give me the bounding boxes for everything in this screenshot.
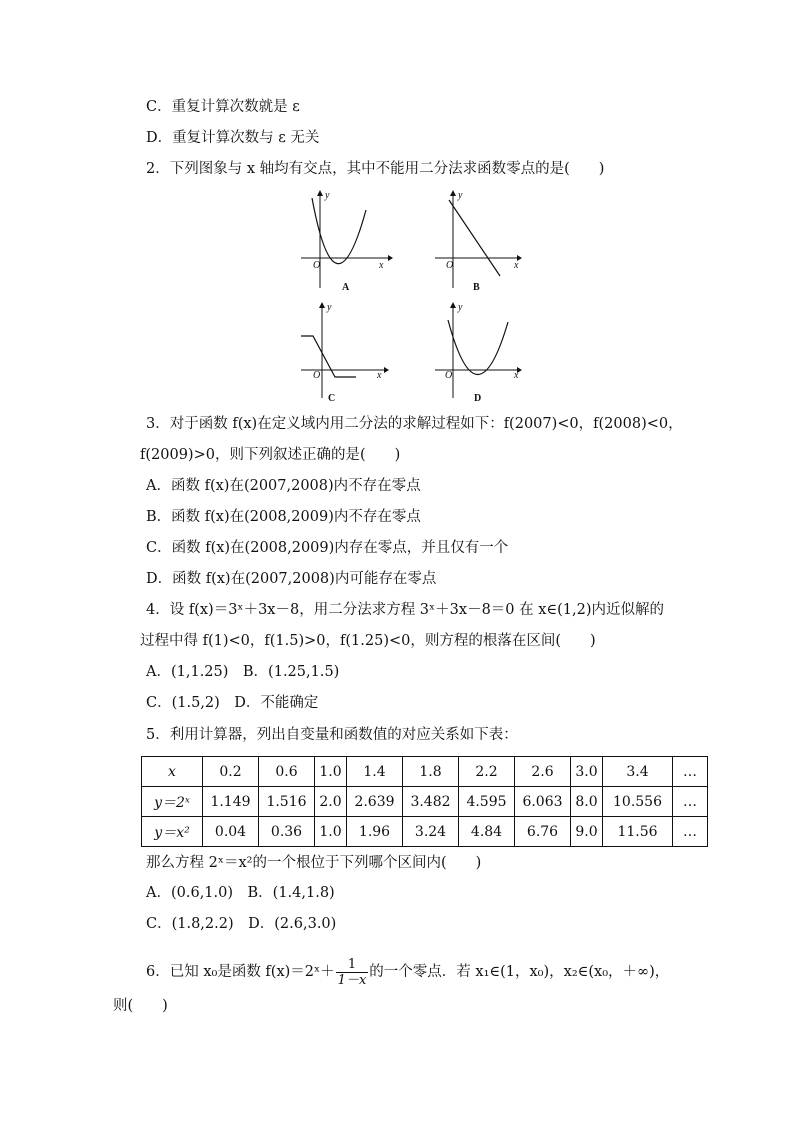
- graph-c-x-label: x: [377, 370, 382, 381]
- q6-stem-pre: 6．已知 x₀是函数 f(x)＝2ˣ＋: [146, 964, 335, 980]
- table-row-header-cell: y＝x²: [142, 817, 203, 847]
- q4-stem-line2: 过程中得 f(1)<0，f(1.5)>0，f(1.25)<0，则方程的根落在区间( ): [140, 633, 596, 649]
- graph-b: [432, 188, 532, 298]
- table-cell: 2.0: [315, 787, 347, 817]
- table-cell: 3.24: [403, 817, 459, 847]
- table-cell: 1.0: [315, 757, 347, 787]
- q6-fraction-denominator: 1－x: [337, 972, 367, 988]
- table-cell: 0.2: [203, 757, 259, 787]
- q6-stem-line2: 则( ): [113, 998, 168, 1014]
- q6-stem-post: 的一个零点．若 x₁∈(1，x₀)，x₂∈(x₀，＋∞)，: [369, 964, 670, 980]
- q3-option-d: D．函数 f(x)在(2007,2008)内可能存在零点: [146, 571, 437, 587]
- q1-option-d: D．重复计算次数与 ε 无关: [146, 130, 320, 146]
- q4-options-row1: A．(1,1.25) B．(1.25,1.5): [146, 664, 340, 680]
- graph-d: [432, 298, 532, 408]
- graph-d-label: D: [474, 393, 482, 404]
- table-cell: 9.0: [571, 817, 603, 847]
- table-cell: 0.36: [259, 817, 315, 847]
- q5-question: 那么方程 2ˣ＝x²的一个根位于下列哪个区间内( ): [146, 855, 482, 871]
- graph-a-x-label: x: [379, 260, 384, 271]
- table-cell: 1.4: [347, 757, 403, 787]
- table-cell: …: [673, 757, 708, 787]
- table-row: [142, 817, 708, 847]
- graph-a-label: A: [342, 282, 350, 293]
- graph-a: [298, 188, 398, 298]
- graph-d-origin: O: [445, 370, 453, 381]
- graph-a-y-label: y: [325, 190, 330, 201]
- table-row-header-cell: y＝2ˣ: [142, 787, 203, 817]
- table-cell: …: [673, 817, 708, 847]
- table-cell: 1.516: [259, 787, 315, 817]
- q1-option-c: C．重复计算次数就是 ε: [146, 99, 300, 115]
- q4-options-row2: C．(1.5,2) D．不能确定: [146, 695, 319, 711]
- q6-fraction-numerator: 1: [336, 957, 369, 973]
- graph-b-label: B: [473, 282, 480, 293]
- table-cell: 1.149: [203, 787, 259, 817]
- graph-a-origin: O: [313, 260, 321, 271]
- table-row-header-cell: x: [142, 757, 203, 787]
- table-cell: 8.0: [571, 787, 603, 817]
- q3-stem-line2: f(2009)>0，则下列叙述正确的是( ): [140, 447, 401, 463]
- table-cell: 0.04: [203, 817, 259, 847]
- table-cell: 3.0: [571, 757, 603, 787]
- graph-c-origin: O: [313, 370, 321, 381]
- table-cell: 2.2: [459, 757, 515, 787]
- graph-c-y-label: y: [327, 302, 332, 313]
- q6-stem-line1: [146, 955, 669, 989]
- table-cell: 3.4: [603, 757, 673, 787]
- table-row: [142, 787, 708, 817]
- graph-b-origin: O: [446, 260, 454, 271]
- table-cell: 1.96: [347, 817, 403, 847]
- table-cell: 2.6: [515, 757, 571, 787]
- table-cell: 1.0: [315, 817, 347, 847]
- graph-b-y-label: y: [458, 190, 463, 201]
- q5-options-row2: C．(1.8,2.2) D．(2.6,3.0): [146, 916, 337, 932]
- table-cell: 4.595: [459, 787, 515, 817]
- q5-options-row1: A．(0.6,1.0) B．(1.4,1.8): [146, 885, 335, 901]
- q5-value-table: [141, 756, 708, 847]
- graph-c: [298, 298, 398, 408]
- graph-c-label: C: [328, 393, 336, 404]
- table-cell: 10.556: [603, 787, 673, 817]
- q5-stem: 5．利用计算器，列出自变量和函数值的对应关系如下表：: [146, 727, 518, 743]
- q3-stem-line1: 3．对于函数 f(x)在定义域内用二分法的求解过程如下：f(2007)<0，f(2008)<0，: [146, 416, 683, 432]
- table-cell: 2.639: [347, 787, 403, 817]
- table-cell: 0.6: [259, 757, 315, 787]
- table-cell: 6.063: [515, 787, 571, 817]
- q3-option-b: B．函数 f(x)在(2008,2009)内不存在零点: [146, 509, 421, 525]
- graph-d-y-label: y: [458, 302, 463, 313]
- table-cell: 11.56: [603, 817, 673, 847]
- table-cell: 1.8: [403, 757, 459, 787]
- graph-b-x-label: x: [514, 260, 519, 271]
- table-cell: …: [673, 787, 708, 817]
- q3-option-a: A．函数 f(x)在(2007,2008)内不存在零点: [146, 478, 421, 494]
- table-cell: 6.76: [515, 817, 571, 847]
- table-cell: 4.84: [459, 817, 515, 847]
- table-cell: 3.482: [403, 787, 459, 817]
- table-row: [142, 757, 708, 787]
- q3-option-c: C．函数 f(x)在(2008,2009)内存在零点，并且仅有一个: [146, 540, 509, 556]
- q2-stem: 2．下列图象与 x 轴均有交点，其中不能用二分法求函数零点的是( ): [146, 161, 605, 177]
- graph-d-x-label: x: [514, 370, 519, 381]
- q4-stem-line1: 4．设 f(x)＝3ˣ＋3x－8，用二分法求方程 3ˣ＋3x－8＝0 在 x∈(1,2)内近似解的: [146, 602, 665, 618]
- q6-fraction: [336, 957, 369, 988]
